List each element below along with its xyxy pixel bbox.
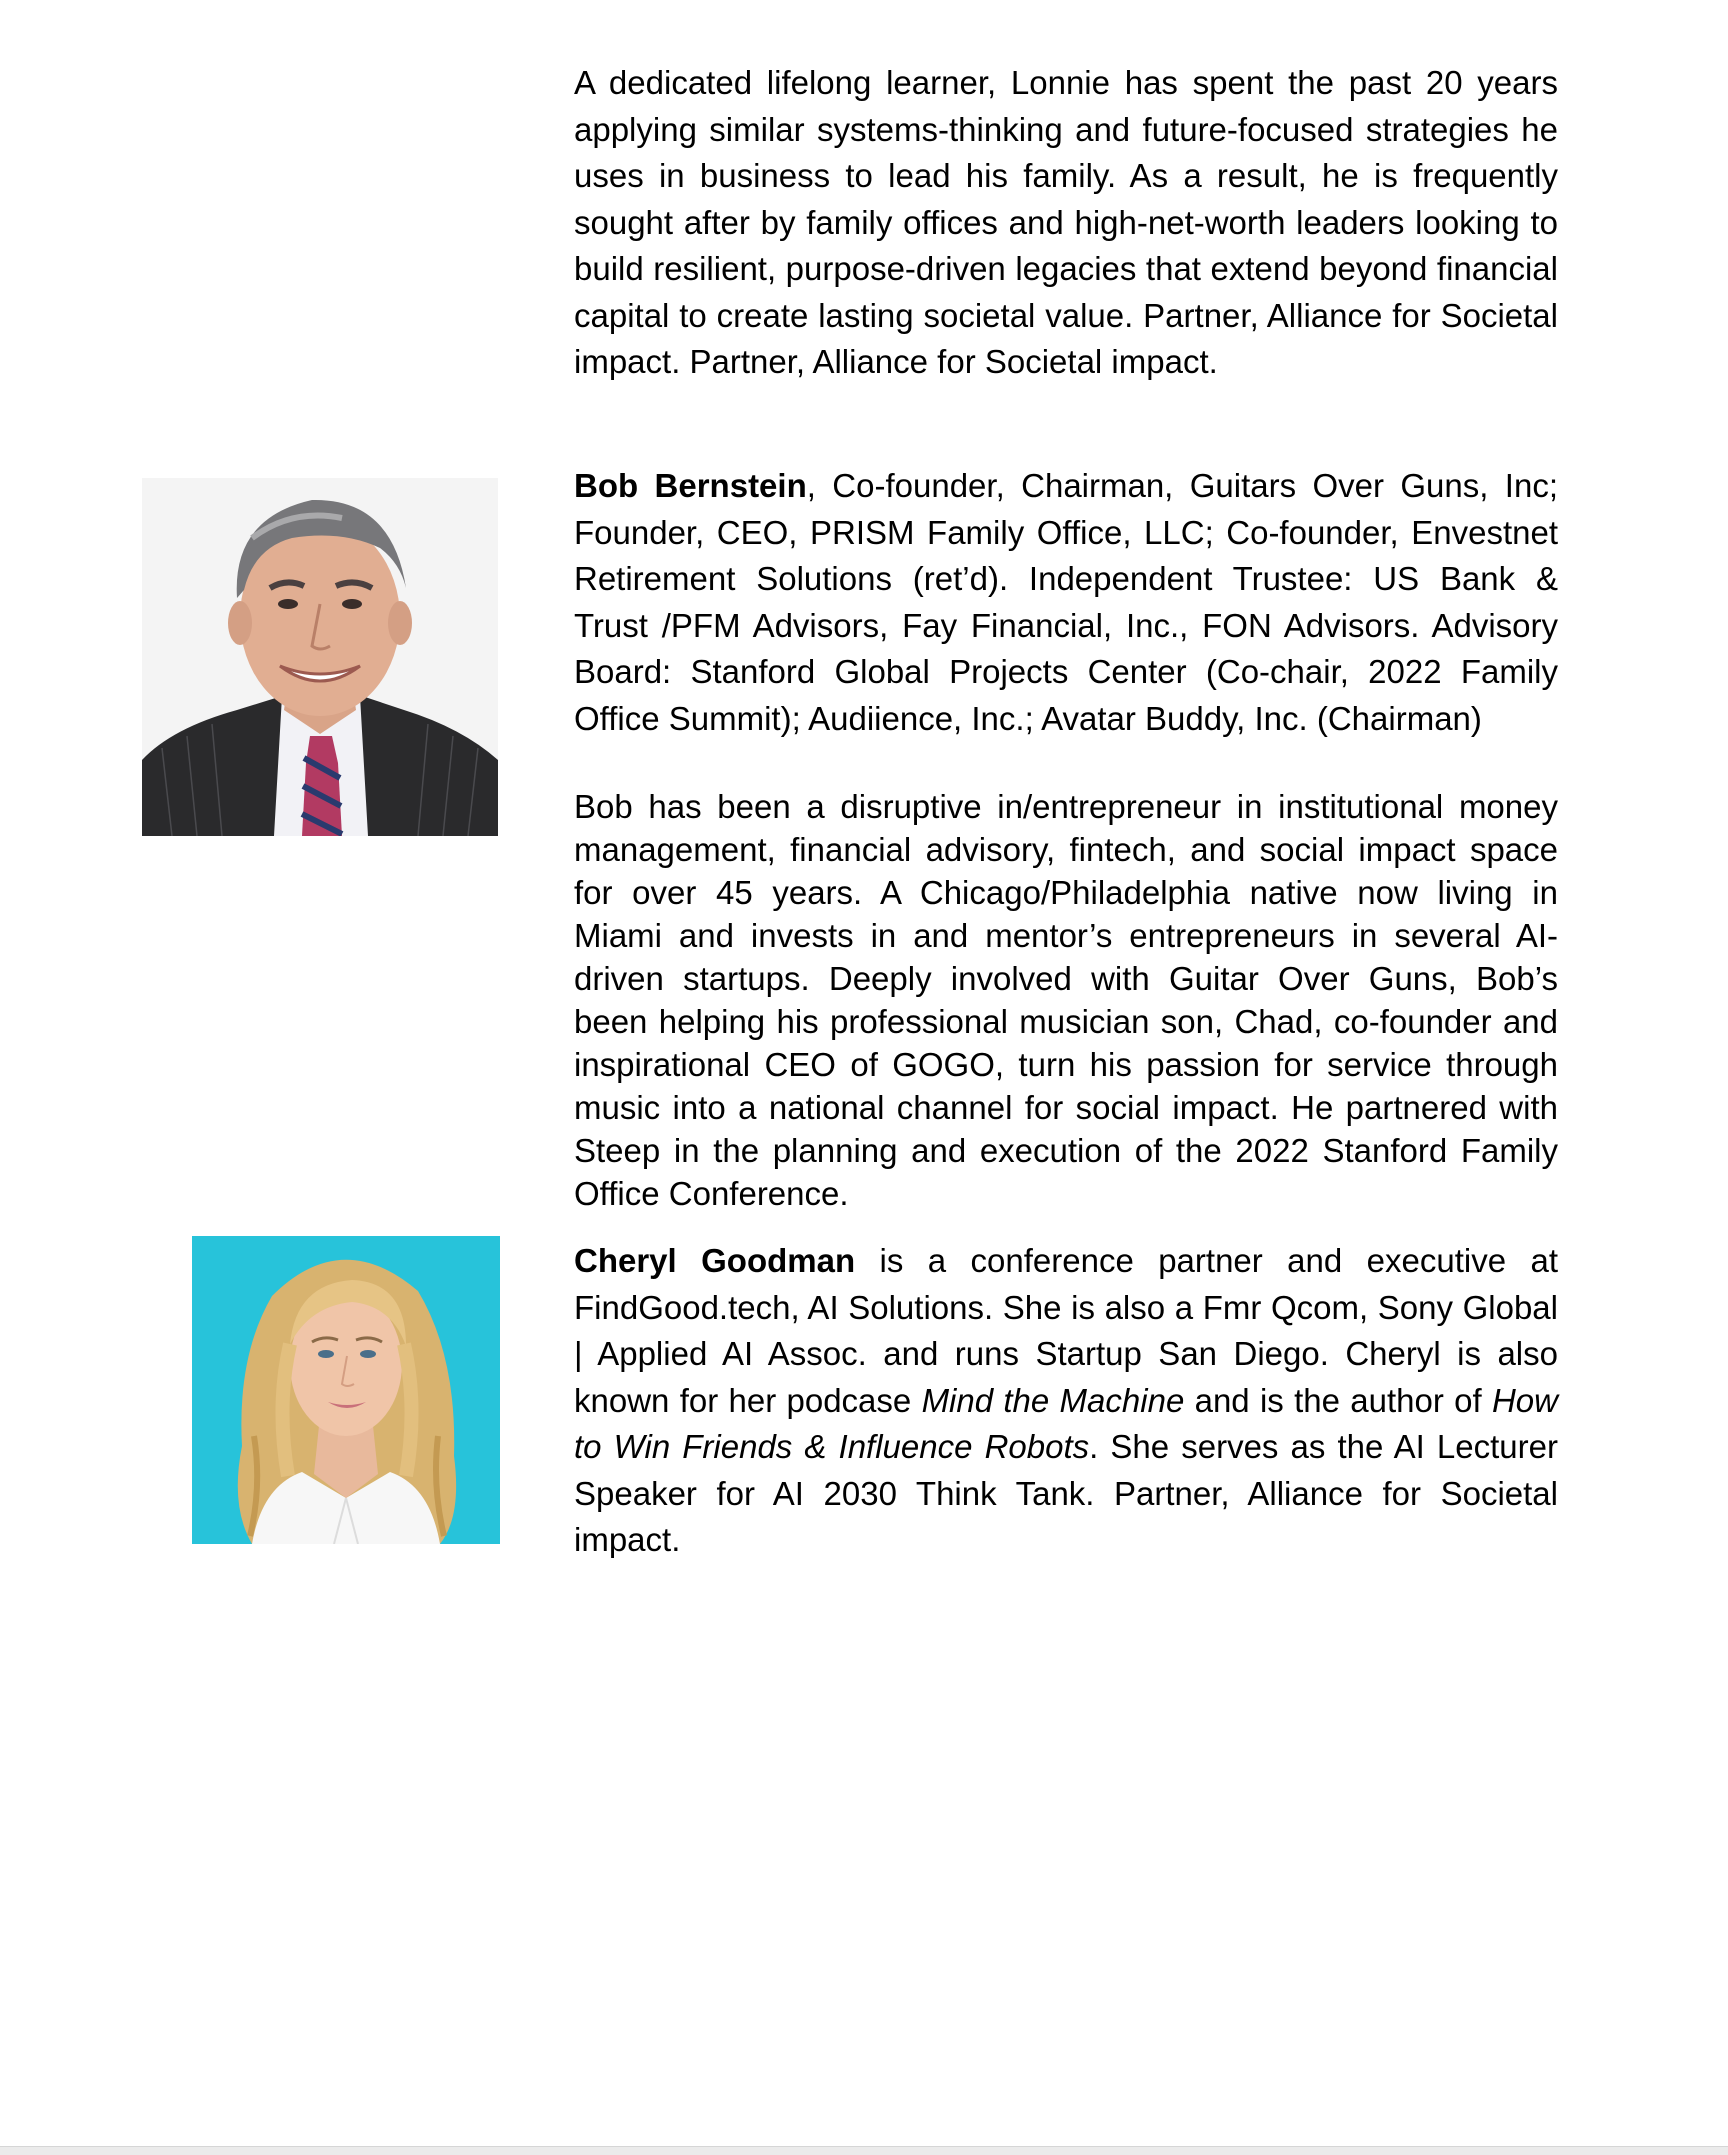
bob-bernstein-title-text: , Co-founder, Chairman, Guitars Over Guns, Inc; Founder, CEO, PRISM Family Office, LLC; Co-founder, Envestnet Retirement Solutions (ret’d). Independent Trustee: US Bank & Trust /PFM Advisors, Fay Financial, Inc., FON Advisors. Advisory Board: Stanford Global Projects Center (Co-chair, 2022 Family Office Summit); Audiience, Inc.; Avatar Buddy, Inc. (Chairman) xyxy=(574,467,1559,737)
cheryl-book-title: How to Win Friends & Influence Robots xyxy=(574,1381,1558,1465)
cheryl-goodman-bio xyxy=(574,1238,1558,1564)
cheryl-text-2: and is the author of xyxy=(1184,1381,1492,1419)
bob-bernstein-photo xyxy=(142,478,498,836)
cheryl-text-1: is a conference partner and executive at FindGood.tech, AI Solutions. She is also a Fmr Qcom, Sony Global | Applied AI Assoc. and runs Startup San Diego. Cheryl is also known for her podcase xyxy=(574,1242,1558,1419)
cheryl-text-3: . She serves as the AI Lecturer Speaker for AI 2030 Think Tank. Partner, Alliance for Societal impact. xyxy=(574,1428,1558,1558)
cheryl-goodman-photo xyxy=(192,1236,500,1544)
intro-paragraph: A dedicated lifelong learner, Lonnie has spent the past 20 years applying similar systems-thinking and future-focused strategies he uses in business to lead his family. As a result, he is frequently sought after by family offices and high-net-worth leaders looking to build resilient, purpose-driven legacies that extend beyond financial capital to create lasting societal value. Partner, Alliance for Societal impact. Partner, Alliance for Societal impact. xyxy=(574,64,1558,380)
portrait-woman-blonde-icon xyxy=(192,1236,500,1544)
bob-bernstein-bio: Bob has been a disruptive in/entrepreneur in institutional money management, financial advisory, fintech, and social impact space for over 45 years. A Chicago/Philadelphia native now living in Miami and invests in and mentor’s entrepreneurs in several AI-driven startups. Deeply involved with Guitar Over Guns, Bob’s been helping his professional musician son, Chad, co-founder and inspirational CEO of GOGO, turn his passion for service through music into a national channel for social impact. He partnered with Steep in the planning and execution of the 2022 Stanford Family Office Conference. xyxy=(574,788,1558,1212)
bob-bernstein-credentials xyxy=(574,463,1558,742)
cheryl-podcast-title: Mind the Machine xyxy=(921,1381,1185,1419)
cheryl-goodman-name: Cheryl Goodman xyxy=(574,1242,856,1279)
bob-bernstein-name: Bob Bernstein xyxy=(574,467,807,504)
portrait-man-suit-icon xyxy=(142,478,498,836)
